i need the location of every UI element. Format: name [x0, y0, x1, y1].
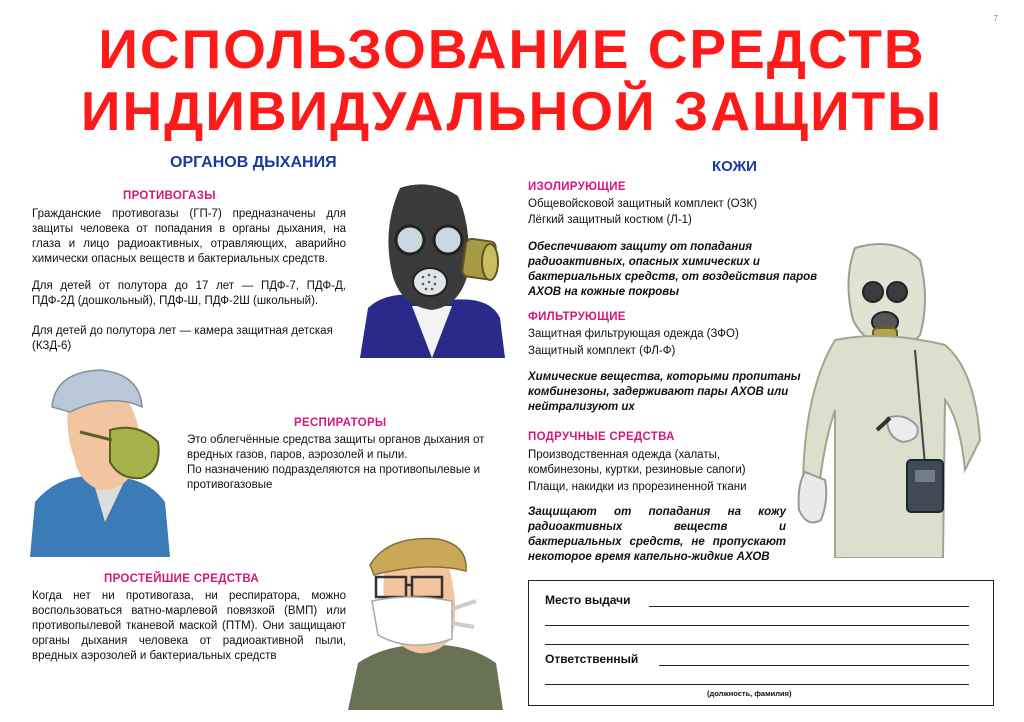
- issue-place-line-2: [545, 625, 969, 626]
- improvised-heading: ПОДРУЧНЫЕ СРЕДСТВА: [528, 431, 675, 443]
- respirators-heading: РЕСПИРАТОРЫ: [294, 417, 387, 429]
- responsible-line-1: [659, 665, 969, 666]
- improvised-item-2: Плащи, накидки из прорезиненной ткани: [528, 481, 747, 493]
- poster-title-line-1: ИСПОЛЬЗОВАНИЕ СРЕДСТВ: [98, 18, 926, 80]
- filtering-note: Химические вещества, которыми пропитаны комбинезоны, задерживают пары АХОВ или нейтрализуют их: [528, 371, 801, 413]
- issue-place-line-1: [649, 606, 969, 607]
- respirator-person-illustration: [30, 362, 170, 557]
- page-number: 7: [993, 14, 998, 23]
- responsible-label: Ответственный: [545, 652, 639, 666]
- gas-masks-heading: ПРОТИВОГАЗЫ: [123, 190, 216, 202]
- isolating-item-1: Общевойсковой защитный комплект (ОЗК): [528, 198, 758, 210]
- simple-means-heading: ПРОСТЕЙШИЕ СРЕДСТВА: [104, 573, 260, 585]
- filtering-item-2: Защитный комплект (ФЛ-Ф): [528, 345, 676, 357]
- improvised-item-1: Производственная одежда (халаты, комбинезоны, куртки, резиновые сапоги): [528, 449, 746, 476]
- respirators-text-2: По назначению подразделяются на противопылевые и противогазовые: [187, 464, 481, 491]
- isolating-heading: ИЗОЛИРУЮЩИЕ: [528, 181, 626, 193]
- poster-title-line-2: ИНДИВИДУАЛЬНОЙ ЗАЩИТЫ: [80, 80, 944, 142]
- gas-masks-text-1: Гражданские противогазы (ГП-7) предназначены для защиты человека от попадания в органы дыхания, на глаза и лицо радиоактивных, отравляющих, аварийно химически опасных веществ и бактериальных средств.: [32, 208, 346, 265]
- respiratory-section-heading: ОРГАНОВ ДЫХАНИЯ: [170, 154, 337, 171]
- respirators-text-1: Это облегчённые средства защиты органов дыхания от вредных газов, паров, аэрозолей и пыли.: [187, 434, 485, 461]
- position-name-note: (должность, фамилия): [707, 689, 792, 698]
- issue-place-line-3: [545, 644, 969, 645]
- filtering-item-1: Защитная фильтрующая одежда (ЗФО): [528, 328, 739, 340]
- skin-section-heading: КОЖИ: [712, 158, 757, 175]
- gas-masks-text-2: Для детей от полутора до 17 лет — ПДФ-7, ПДФ-Д, ПДФ-2Д (дошкольный), ПДФ-Ш, ПДФ-2Ш (школьный).: [32, 280, 346, 307]
- isolating-item-2: Лёгкий защитный костюм (Л-1): [528, 214, 692, 226]
- gas-mask-person-illustration: [360, 178, 505, 358]
- improvised-note: Защищают от попадания на кожу радиоактивных веществ и бактериальных средств, не пропускают некоторое время капельно-жидкие АХОВ: [528, 506, 786, 563]
- responsible-line-2: [545, 684, 969, 685]
- simple-means-text: Когда нет ни противогаза, ни респиратора, можно воспользоваться ватно-марлевой повязкой (ВМП) или противопылевой тканевой маской (ПТМ). Они защищают органы дыхания человека от радиоактивной пыли, вредных аэрозолей и бактериальных средств: [32, 590, 346, 662]
- isolating-note: Обеспечивают защиту от попадания радиоактивных, опасных химических и бактериальных средств, от воздействия паров АХОВ на кожные покровы: [528, 241, 818, 298]
- gauze-bandage-person-illustration: [348, 535, 503, 710]
- gas-masks-text-3: Для детей до полутора лет — камера защитная детская (КЗД-6): [32, 325, 333, 352]
- filtering-heading: ФИЛЬТРУЮЩИЕ: [528, 311, 626, 323]
- protective-suit-person-illustration: [795, 240, 995, 558]
- issue-place-label: Место выдачи: [545, 593, 631, 607]
- issue-info-form: [528, 580, 994, 706]
